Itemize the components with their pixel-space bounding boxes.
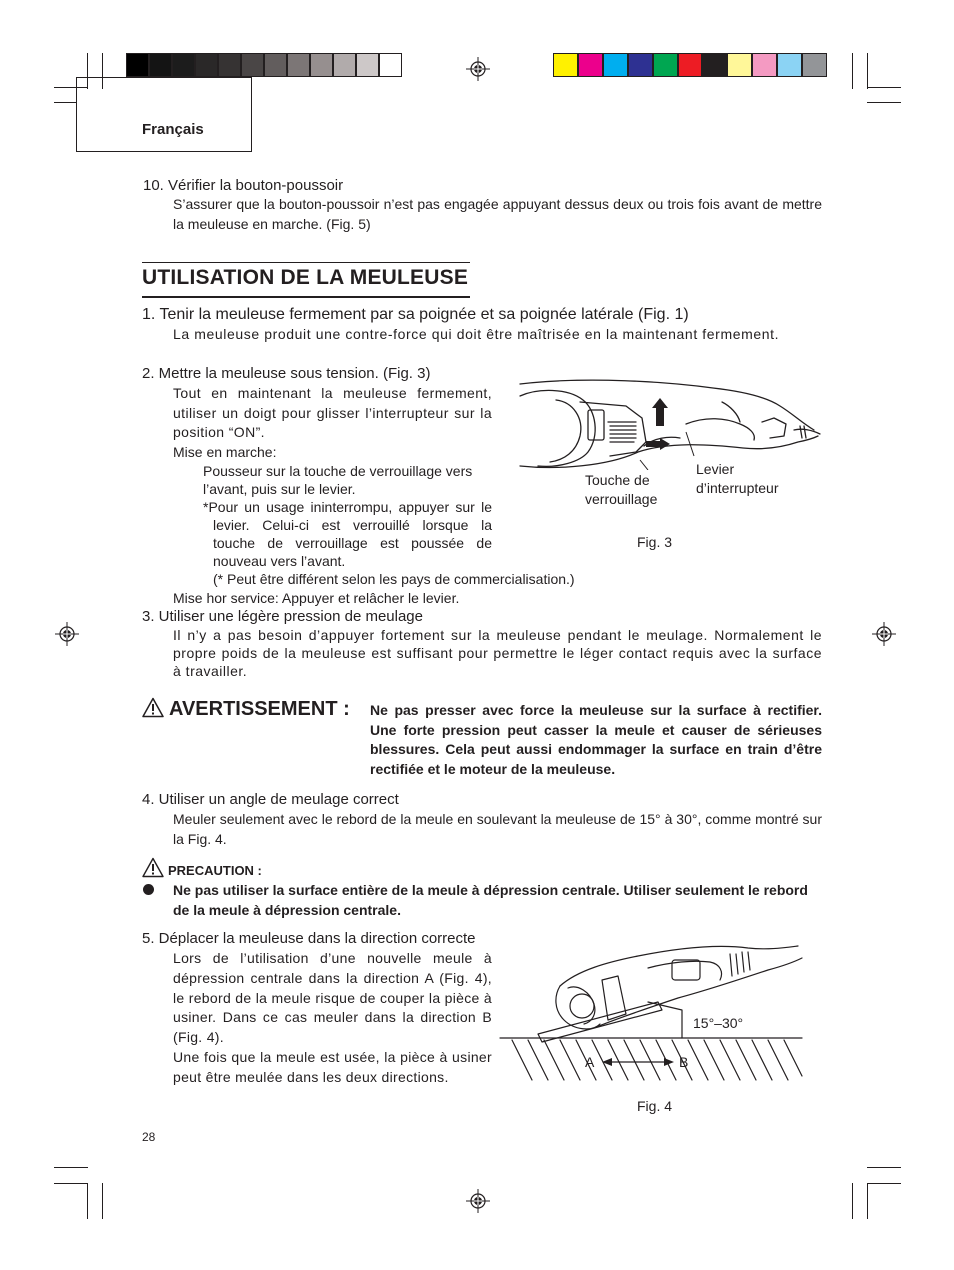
fig4-grinder-angle-illustration [498, 940, 806, 1082]
color-swatch [218, 53, 241, 77]
color-swatch [241, 53, 264, 77]
fig4-label-a: A [585, 1054, 595, 1070]
page-number: 28 [142, 1130, 156, 1144]
color-swatch [172, 53, 195, 77]
color-swatch [702, 53, 727, 77]
color-swatch [310, 53, 333, 77]
caution-body: Ne pas utiliser la surface entière de la meule à dépression centrale. Utiliser seulement le rebord de la meule à dépression centrale. [173, 882, 808, 918]
crop-mark [102, 1183, 103, 1219]
crop-mark [852, 53, 853, 89]
warning-triangle-icon [142, 697, 164, 718]
color-swatch [727, 53, 752, 77]
main-heading-rule-top [142, 262, 470, 263]
fig3-label-switch-lever: Levier d’interrupteur [696, 461, 779, 496]
caution-label: PRECAUTION : [168, 863, 262, 878]
fig3-grinder-switch-illustration [518, 378, 823, 470]
step-3-title: 3. Utiliser une légère pression de meulage [142, 608, 423, 625]
step-2-country-note: (* Peut être différent selon les pays de commercialisation.) [213, 571, 575, 587]
color-swatch [777, 53, 802, 77]
section-10-title: 10. Vérifier la bouton-poussoir [143, 177, 344, 194]
warning-label: AVERTISSEMENT : [169, 698, 350, 720]
crop-mark [867, 1167, 901, 1168]
step-2-stop: Mise hor service: Appuyer et relâcher le levier. [173, 590, 460, 606]
section-10-body: S’assurer que la bouton-poussoir n’est pas engagée appuyant dessus deux ou trois fois avant de mettre la meuleuse en marche. (Fig. 5) [173, 196, 822, 232]
warning-body: Ne pas presser avec force la meuleuse sur la surface à rectifier. Une forte pression peut casser la meule et causer de sérieuses blessures. Cela peut aussi endommager la surface en train d’être rectifiée et le moteur de la meuleuse. [370, 702, 822, 777]
color-swatch [356, 53, 379, 77]
step-2-start-label: Mise en marche: [173, 444, 277, 460]
step-5-title: 5. Déplacer la meuleuse dans la direction correcte [142, 930, 476, 947]
fig3-caption: Fig. 3 [637, 534, 673, 550]
color-swatch [653, 53, 678, 77]
process-color-bar [553, 53, 827, 77]
step-2-start-body: Pousseur sur la touche de verrouillage vers l’avant, puis sur le levier. [203, 463, 473, 497]
step-1-title: 1. Tenir la meuleuse fermement par sa poignée et sa poignée latérale (Fig. 1) [142, 306, 689, 323]
color-swatch [553, 53, 578, 77]
color-swatch [379, 53, 402, 77]
color-swatch [628, 53, 653, 77]
language-tab-label: Français [142, 121, 204, 138]
caution-bullet-icon [143, 884, 154, 895]
color-swatch [264, 53, 287, 77]
color-swatch [333, 53, 356, 77]
step-5-body-1: Lors de l’utilisation d’une nouvelle meule à dépression centrale dans la direction A (Fig. 4), le rebord de la meule risque de couper la pièce à usiner. Dans ce cas meuler dans la direction B (Fig. 4). [173, 950, 492, 1046]
crop-mark [867, 53, 868, 89]
step-3-body: Il n’y a pas besoin d’appuyer fortement sur la meuleuse pendant le meulage. Normalement le propre poids de la meuleuse est suffisant pour permettre le léger contact requis avec la surface à travailler. [173, 627, 822, 679]
main-heading-rule-bottom [142, 296, 470, 298]
color-swatch [126, 53, 149, 77]
main-heading: UTILISATION DE LA MEULEUSE [142, 266, 469, 289]
color-swatch [802, 53, 827, 77]
crop-mark [54, 1167, 88, 1168]
color-swatch [678, 53, 703, 77]
step-2-continuous-note: *Pour un usage ininterrompu, appuyer sur le levier. Celui-ci est verrouillé lorsque la touche de verrouillage est poussée de nouveau vers l’avant. [203, 499, 492, 569]
step-1-body: La meuleuse produit une contre-force qui doit être maîtrisée en la maintenant fermement. [173, 326, 780, 342]
crop-mark [867, 1183, 868, 1219]
fig4-angle-label: 15°–30° [693, 1015, 744, 1031]
step-2-title: 2. Mettre la meuleuse sous tension. (Fig. 3) [142, 365, 431, 382]
crop-mark [54, 1183, 88, 1184]
crop-mark [867, 1183, 901, 1184]
step-2-body: Tout en maintenant la meuleuse fermement, utiliser un doigt pour glisser l’interrupteur sur la position “ON”. [173, 385, 492, 440]
crop-mark [54, 102, 76, 103]
language-tab [76, 77, 252, 152]
step-4-title: 4. Utiliser un angle de meulage correct [142, 791, 399, 808]
registration-mark-icon [466, 1189, 490, 1213]
fig4-caption: Fig. 4 [637, 1098, 673, 1114]
caution-triangle-icon [142, 857, 164, 878]
crop-mark [867, 87, 901, 88]
color-swatch [603, 53, 628, 77]
color-swatch [195, 53, 218, 77]
color-swatch [287, 53, 310, 77]
registration-mark-icon [872, 622, 896, 646]
registration-mark-icon [466, 57, 490, 81]
color-swatch [752, 53, 777, 77]
fig4-label-b: B [679, 1054, 689, 1070]
color-swatch [578, 53, 603, 77]
crop-mark [852, 1183, 853, 1219]
crop-mark [867, 102, 901, 103]
step-5-body-2: Une fois que la meule est usée, la pièce à usiner peut être meulée dans les deux directions. [173, 1049, 492, 1085]
crop-mark [87, 1183, 88, 1219]
step-4-body: Meuler seulement avec le rebord de la meule en soulevant la meuleuse de 15° à 30°, comme montré sur la Fig. 4. [173, 811, 822, 847]
color-swatch [149, 53, 172, 77]
grayscale-color-bar [126, 53, 402, 77]
registration-mark-icon [55, 622, 79, 646]
fig3-label-lock-button: Touche de verrouillage [585, 472, 658, 507]
